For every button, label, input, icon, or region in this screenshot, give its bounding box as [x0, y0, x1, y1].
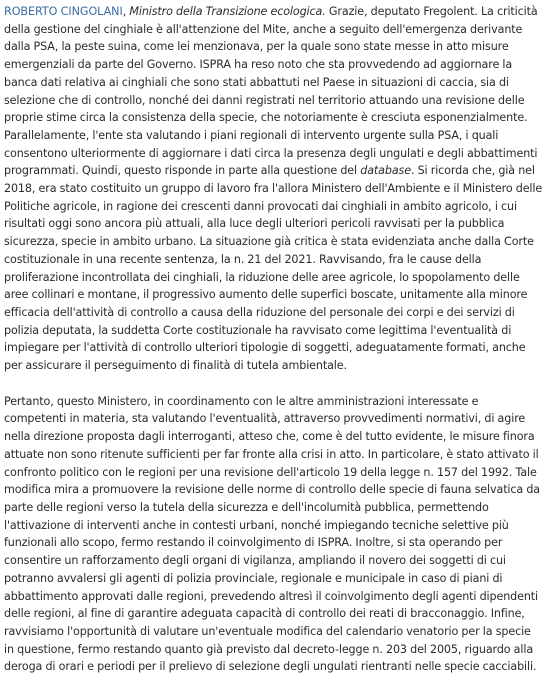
paragraph-1-italic-term: database: [360, 164, 411, 178]
paragraph-2: Pertanto, questo Ministero, in coordinamento con le altre amministrazioni interessate e competenti in materia, sta valutando l'eventualità, attraverso provvedimenti normativi, di agire nella direzione proposta dagli interroganti, atteso che, come è del tutto evidente, le misure finora attuate non sono ritenute sufficienti per far fronte alla crisi in atto. In particolare, è stato attivato il confronto politico con le regioni per una revisione dell'articolo 19 della legge n. 157 del 1992. Tale modifica mira a promuovere la revisione delle norme di controllo delle specie di fauna selvatica da parte delle regioni verso la tutela della sicurezza e dell'incolumità pubblica, permettendo l'attivazione di interventi anche in contesti urbani, nonché impiegando tecniche selettive più funzionali allo scopo, fermo restando il coinvolgimento di ISPRA. Inoltre, si sta operando per consentire un rafforzamento degli organi di vigilanza, ampliando il novero dei soggetti di cui potranno avvalersi gli agenti di polizia provinciale, regionale e municipale in caso di piani di abbattimento approvati dalle regioni, prevedendo altresì il coinvolgimento degli agenti dipendenti delle regioni, al fine di garantire adeguata capacità di controllo dei reati di bracconaggio. Infine, ravvisiamo l'opportunità di valutare un'eventuale modifica del calendario venatorio per la specie in questione, fermo restando quanto già previsto dal decreto-legge n. 203 del 2005, riguardo alla deroga di orari e periodi per il prelievo di selezione degli ungulati rientranti nelle specie cacciabili.: [4, 394, 541, 674]
speaker-name-link[interactable]: ROBERTO CINGOLANI: [4, 5, 123, 18]
paragraph-1-text-a: Grazie, deputato Fregolent. La criticità della gestione del cinghiale è all'attenzione del Mite, anche a seguito dell'emergenza derivante dalla PSA, la peste suina, come lei menzionava, per la quale sono state messe in atto misure emergenziali da parte del Governo. ISPRA ha reso noto che sta provvedendo ad aggiornare la banca dati relativa ai cinghiali che sono stati abbattuti nel Paese in situazioni di caccia, sia di selezione che di controllo, nonché dei danni registrati nel territorio attuando una revisione delle proprie stime circa la consistenza della specie, che notoriamente è cresciuta esponenzialmente. Parallelamente, l'ente sta valutando i piani regionali di intervento urgente sulla PSA, i quali consentono ulteriormente di aggiornare i dati circa la presenza degli ungulati e degli abbattimenti programmati. Quindi, questo risponde in parte alla questione del: [4, 5, 538, 178]
paragraph-1: ROBERTO CINGOLANI, Ministro della Transizione ecologica. Grazie, deputato Fregolent. La criticità della gestione del cinghiale è all'attenzione del Mite, anche a seguito dell'emergenza derivante dalla PSA, la peste suina, come lei menzionava, per la quale sono state messe in atto misure emergenziali da parte del Governo. ISPRA ha reso noto che sta provvedendo ad aggiornare la banca dati relativa ai cinghiali che sono stati abbattuti nel Paese in situazioni di caccia, sia di selezione che di controllo, nonché dei danni registrati nel territorio attuando una revisione delle proprie stime circa la consistenza della specie, che notoriamente è cresciuta esponenzialmente. Parallelamente, l'ente sta valutando i piani regionali di intervento urgente sulla PSA, i quali consentono ulteriormente di aggiornare i dati circa la presenza degli ungulati e degli abbattimenti programmati. Quindi, questo risponde in parte alla questione del database. Si ricorda che, già nel 2018, era stato costituito un gruppo di lavoro fra l'allora Ministero dell'Ambiente e il Ministero delle Politiche agricole, in ragione dei crescenti danni provocati dai cinghiali in ambito agricolo, i cui risultati oggi sono ancora più attuali, alla luce degli ulteriori pericoli ravvisati per la pubblica sicurezza, specie in ambito urbano. La situazione già critica è stata evidenziata anche dalla Corte costituzionale in una recente sentenza, la n. 21 del 2021. Ravvisando, fra le cause della proliferazione incontrollata dei cinghiali, la riduzione delle aree agricole, lo spopolamento delle aree collinari e montane, il progressivo aumento delle superfici boscate, unitamente alla minore efficacia dell'attività di controllo a causa della riduzione del personale dei corpi e dei servizi di polizia deputata, la suddetta Corte costituzionale ha ravvisato come legittima l'eventualità di impiegare per l'attività di controllo ulteriori tipologie di soggetti, adeguatamente formati, anche per assicurare il perseguimento di finalità di tutela ambientale.: [4, 5, 543, 373]
speech-transcript: [4, 3, 543, 676]
speaker-role: Ministro della Transizione ecologica.: [129, 5, 326, 18]
paragraph-1-text-b: . Si ricorda che, già nel 2018, era stato costituito un gruppo di lavoro fra l'allora Ministero dell'Ambiente e il Ministero delle Politiche agricole, in ragione dei crescenti danni provocati dai cinghiali in ambito agricolo, i cui risultati oggi sono ancora più attuali, alla luce degli ulteriori pericoli ravvisati per la pubblica sicurezza, specie in ambito urbano. La situazione già critica è stata evidenziata anche dalla Corte costituzionale in una recente sentenza, la n. 21 del 2021. Ravvisando, fra le cause della proliferazione incontrollata dei cinghiali, la riduzione delle aree agricole, lo spopolamento delle aree collinari e montane, il progressivo aumento delle superfici boscate, unitamente alla minore efficacia dell'attività di controllo a causa della riduzione del personale dei corpi e dei servizi di polizia deputata, la suddetta Corte costituzionale ha ravvisato come legittima l'eventualità di impiegare per l'attività di controllo ulteriori tipologie di soggetti, adeguatamente formati, anche per assicurare il perseguimento di finalità di tutela ambientale.: [4, 164, 543, 373]
